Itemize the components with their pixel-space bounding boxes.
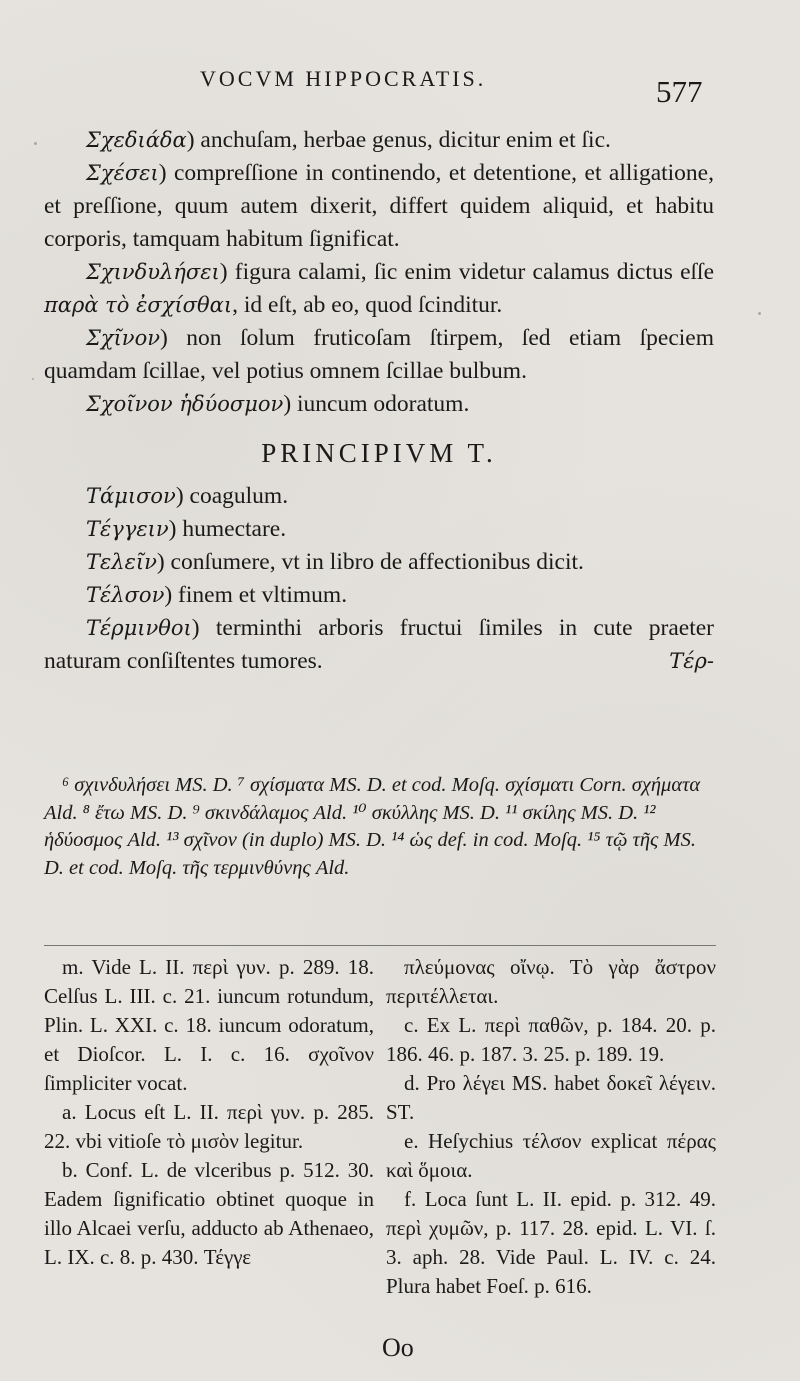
- footnote-e: e. Heſychius τέλσον explicat πέρας καὶ ὅμοια.: [386, 1129, 716, 1182]
- divider: [44, 945, 716, 946]
- entry-text: ) anchuſam, herbae genus, dicitur enim et ſic.: [186, 127, 611, 153]
- section-title: PRINCIPIVM T.: [261, 438, 497, 468]
- page-number: 577: [656, 74, 703, 109]
- footnote-a: a. Locus eſt L. II. περὶ γυν. p. 285. 22. vbi vitioſe τὸ μισὸν legitur.: [44, 1100, 374, 1153]
- entry-tengein: [44, 513, 714, 546]
- entry-text: ) compreſſione in continendo, et detentione, et alligatione, et preſſione, quum autem dixerit, differt quidem aliquid, et habitu corporis, tamquam habitum ſignificat.: [44, 160, 714, 252]
- headword: Τέγγειν: [86, 517, 169, 541]
- footnote-b: b. Conf. L. de vlceribus p. 512. 30. Eadem ſignificatio obtinet quoque in illo Alcaei verſu, adducto ab Athenaeo, L. IX. c. 8. p. 430. Τέγγε: [44, 1158, 374, 1269]
- footnotes-right-column: [386, 953, 716, 1301]
- entry-text: ) conſumere, vt in libro de affectionibus dicit.: [156, 549, 584, 575]
- entry-schinon: [44, 322, 714, 388]
- main-text: [44, 124, 714, 678]
- entry-terminthoi: [44, 612, 714, 678]
- entry-text-cont: , id eſt, ab eo, quod ſcinditur.: [232, 292, 503, 318]
- entry-text: ) iuncum odoratum.: [283, 391, 470, 417]
- entry-telson: [44, 579, 714, 612]
- headword: Σχοῖνον ἡδύοσμον: [86, 392, 284, 416]
- entry-schesei: [44, 157, 714, 256]
- entry-text: ) figura calami, ſic enim videtur calamus dictus eſſe: [219, 259, 714, 285]
- headword: Τέλσον: [86, 583, 165, 607]
- catchword: Τέρ-: [669, 649, 714, 673]
- entry-text: ) terminthi arboris fructui ſimiles in cute praeter naturam conſiſtentes tumores.: [44, 615, 714, 674]
- headword: Τέρμινθοι: [86, 616, 192, 640]
- footnote-d: d. Pro λέγει MS. habet δοκεῖ λέγειν. ST.: [386, 1071, 716, 1124]
- entry-tamison: [44, 480, 714, 513]
- entry-schoinon: [44, 388, 714, 421]
- headword: Σχῖνον: [86, 326, 160, 350]
- entry-text: ) coagulum.: [175, 483, 289, 509]
- entry-schindylesei: [44, 256, 714, 322]
- headword: Τελεῖν: [86, 550, 157, 574]
- headword: Σχέσει: [86, 161, 159, 185]
- footnotes-left-column: [44, 953, 374, 1272]
- entry-telein: [44, 546, 714, 579]
- variant-notes: [44, 772, 716, 882]
- entry-text: ) non ſolum fruticoſam ſtirpem, ſed etiam ſpeciem quamdam ſcillae, vel potius omnem ſcillae bulbum.: [44, 325, 714, 384]
- footnote-c: c. Ex L. περὶ παθῶν, p. 184. 20. p. 186. 46. p. 187. 3. 25. p. 189. 19.: [386, 1013, 716, 1066]
- variant-note: ⁶ σχινδυλήσει MS. D. ⁷ σχίσματα MS. D. et cod. Moſq. σχίσματι Corn. σχήματα Ald. ⁸ ἔτω MS. D. ⁹ σκινδάλαμος Ald. ¹⁰ σκύλλης MS. D. ¹¹ σκίλης MS. D. ¹² ἡδύοσμος Ald. ¹³ σχῖνον (in duplo) MS. D. ¹⁴ ὡς def. in cod. Moſq. ¹⁵ τῷ τῆς MS. D. et cod. Moſq. τῆς τερμινθύνης Ald.: [44, 774, 701, 879]
- entry-schediada: [44, 124, 714, 157]
- headword: Τάμισον: [86, 484, 176, 508]
- entry-text: ) finem et vltimum.: [164, 582, 348, 608]
- entry-text: ) humectare.: [168, 516, 287, 542]
- footnote-m: m. Vide L. II. περὶ γυν. p. 289. 18. Celſus L. III. c. 21. iuncum rotundum, Plin. L. XXI. c. 18. iuncum odoratum, et Dioſcor. L. I. c. 16. σχοῖνον ſimpliciter vocat.: [44, 955, 374, 1095]
- paper-speck: [32, 378, 34, 380]
- running-head: VOCVM HIPPOCRATIS.: [200, 66, 487, 91]
- footnote-continuation: πλεύμονας οἴνῳ. Τὸ γὰρ ἄστρον περιτέλλεται.: [386, 955, 716, 1008]
- signature-mark: Oo: [382, 1333, 414, 1362]
- headword: Σχινδυλήσει: [86, 260, 220, 284]
- greek-phrase: παρὰ τὸ ἐσχίσθαι: [44, 293, 233, 317]
- headword: Σχεδιάδα: [86, 128, 187, 152]
- paper-speck: [758, 312, 761, 315]
- footnote-f: f. Loca ſunt L. II. epid. p. 312. 49. περὶ χυμῶν, p. 117. 28. epid. L. VI. ſ. 3. aph. 28. Vide Paul. L. IV. c. 24. Plura habet Foeſ. p. 616.: [386, 1187, 716, 1298]
- paper-speck: [34, 142, 37, 145]
